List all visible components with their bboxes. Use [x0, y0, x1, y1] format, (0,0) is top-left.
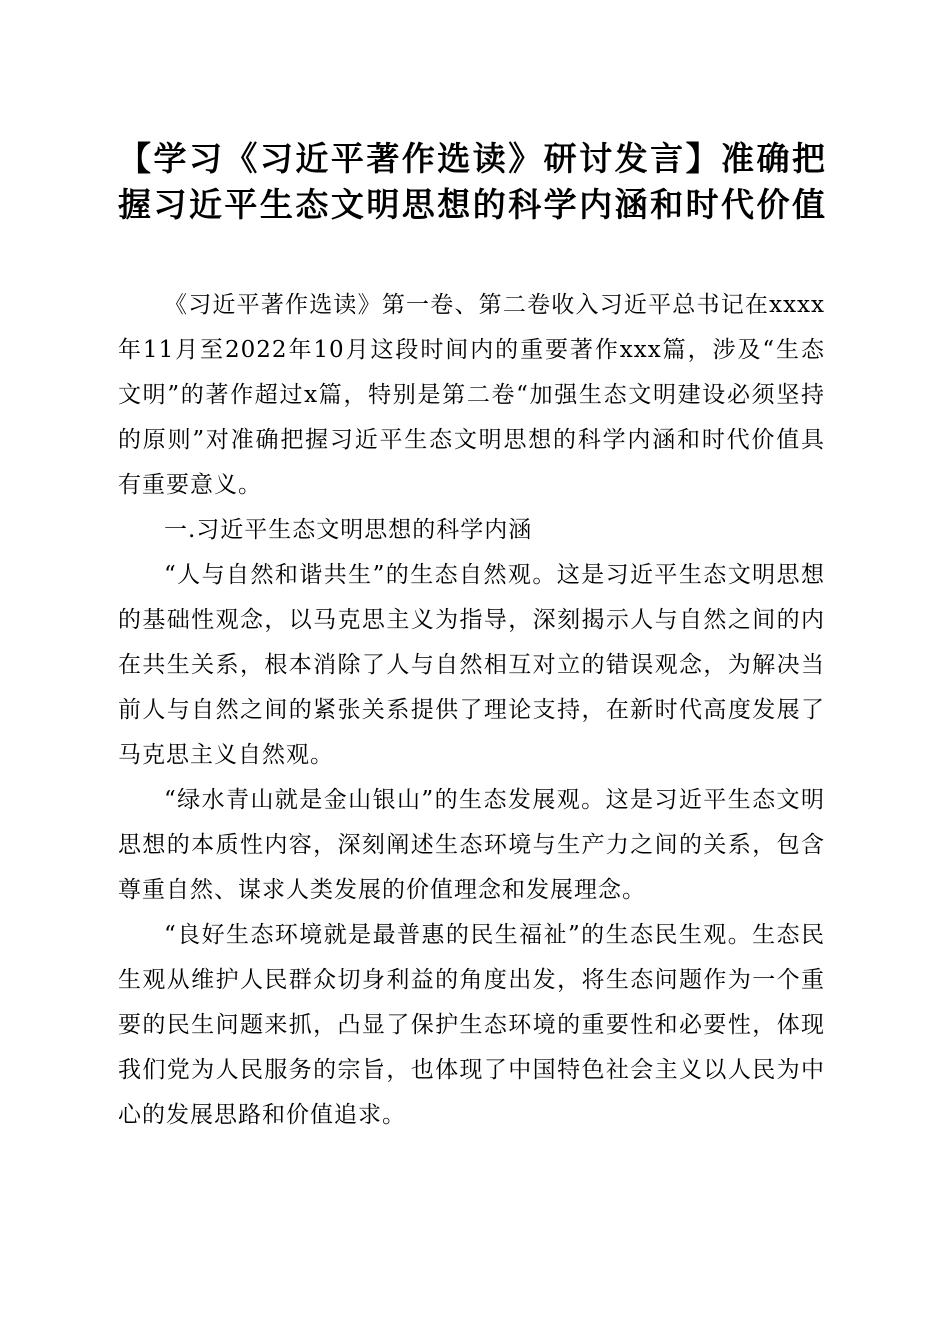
- document-title: [118, 136, 825, 228]
- body-paragraph-ecological-development: “绿水青山就是金山银山”的生态发展观。这是习近平生态文明思想的本质性内容，深刻阐述生态环境与生产力之间的关系，包含尊重自然、谋求人类发展的价值理念和发展理念。: [118, 787, 825, 903]
- body-paragraph-ecological-livelihood: “良好生态环境就是最普惠的民生福祉”的生态民生观。生态民生观从维护人民群众切身利益的角度出发，将生态问题作为一个重要的民生问题来抓，凸显了保护生态环境的重要性和必要性，体现我们党为人民服务的宗旨，也体现了中国特色社会主义以人民为中心的发展思路和价值追求。: [118, 922, 825, 1128]
- title-line-2: 握习近平生态文明思想的科学内涵和时代价值: [118, 185, 825, 224]
- intro-paragraph: 《习近平著作选读》第一卷、第二卷收入习近平总书记在xxxx年11月至2022年10月这段时间内的重要著作xxx篇，涉及“生态文明”的著作超过x篇，特别是第二卷“加强生态文明建设必须坚持的原则”对准确把握习近平生态文明思想的科学内涵和时代价值具有重要意义。: [118, 292, 825, 498]
- title-line-1: 【学习《习近平著作选读》研讨发言】准确把: [118, 139, 825, 178]
- body-paragraph-ecological-nature: “人与自然和谐共生”的生态自然观。这是习近平生态文明思想的基础性观念，以马克思主义为指导，深刻揭示人与自然之间的内在共生关系，根本消除了人与自然相互对立的错误观念，为解决当前人与自然之间的紧张关系提供了理论支持，在新时代高度发展了马克思主义自然观。: [118, 562, 825, 768]
- section-heading: 一.习近平生态文明思想的科学内涵: [164, 517, 533, 543]
